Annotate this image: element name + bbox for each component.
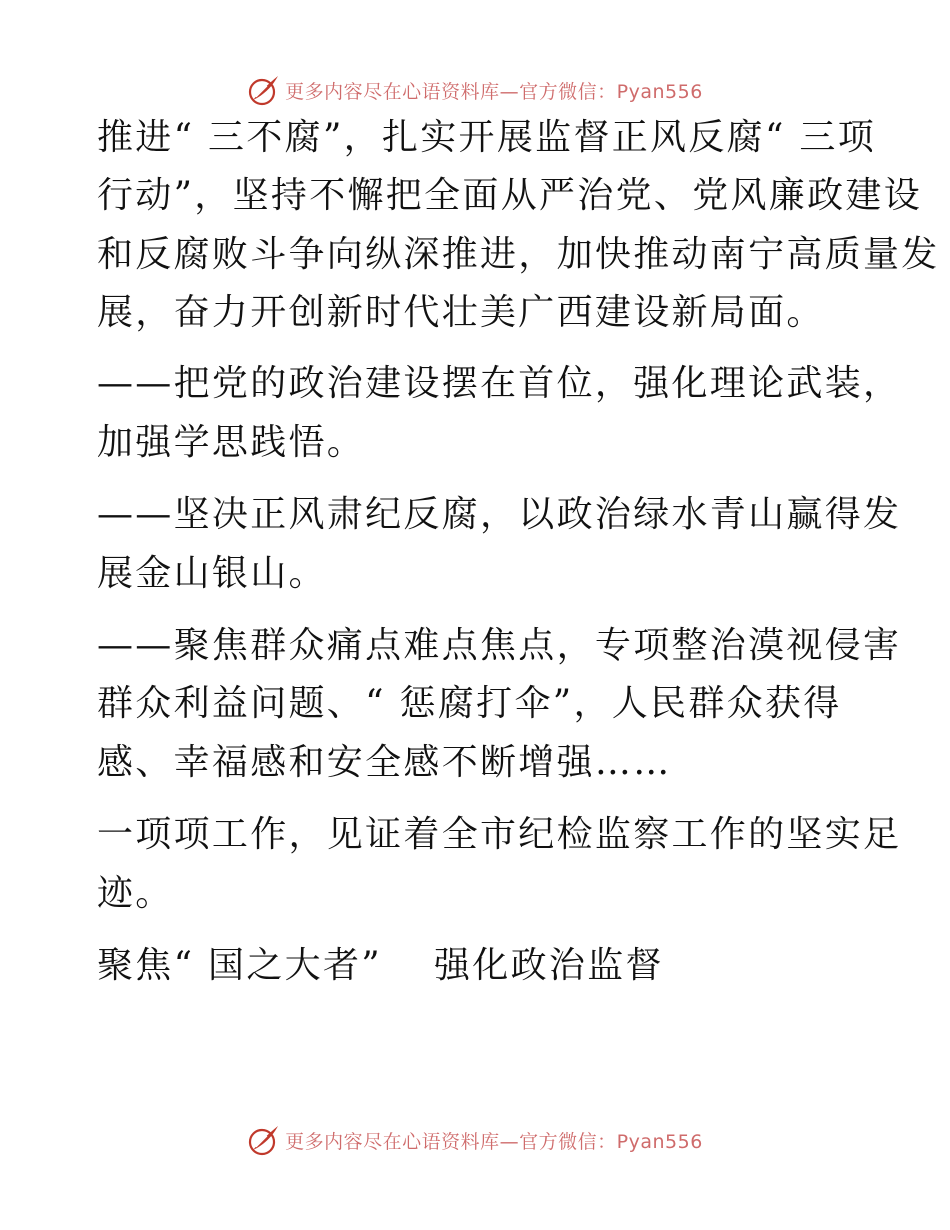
body-line: 群众利益问题、“ 惩腐打伞”，人民群众获得 — [97, 683, 842, 724]
body-line: 推进“ 三不腐”，扎实开展监督正风反腐“ 三项 — [97, 117, 876, 158]
watermark-text: 更多内容尽在心语资料库—官方微信：Pyan556 — [285, 1130, 703, 1153]
body-line: 和反腐败斗争向纵深推进，加快推动南宁高质量发 — [97, 234, 940, 275]
body-line: 加强学思践悟。 — [97, 422, 366, 463]
quill-logo-icon — [247, 1123, 281, 1157]
quill-logo-icon — [247, 73, 281, 107]
section-heading: 聚焦“ 国之大者” 强化政治监督 — [97, 945, 664, 986]
body-line: 行动”，坚持不懈把全面从严治党、党风廉政建设 — [97, 175, 923, 216]
footer-watermark — [0, 1120, 950, 1160]
body-line: ——把党的政治建设摆在首位，强化理论武装， — [97, 363, 902, 404]
body-line: ——聚焦群众痛点难点焦点，专项整治漠视侵害 — [97, 625, 902, 666]
body-line: 感、幸福感和安全感不断增强…… — [97, 742, 672, 783]
body-line: 迹。 — [97, 873, 174, 914]
body-line: 一项项工作，见证着全市纪检监察工作的坚实足 — [97, 814, 902, 855]
watermark-text: 更多内容尽在心语资料库—官方微信：Pyan556 — [285, 80, 703, 103]
body-line: ——坚决正风肃纪反腐，以政治绿水青山赢得发 — [97, 494, 902, 535]
body-line: 展，奋力开创新时代壮美广西建设新局面。 — [97, 292, 825, 333]
body-line: 展金山银山。 — [97, 553, 327, 594]
header-watermark — [0, 70, 950, 110]
